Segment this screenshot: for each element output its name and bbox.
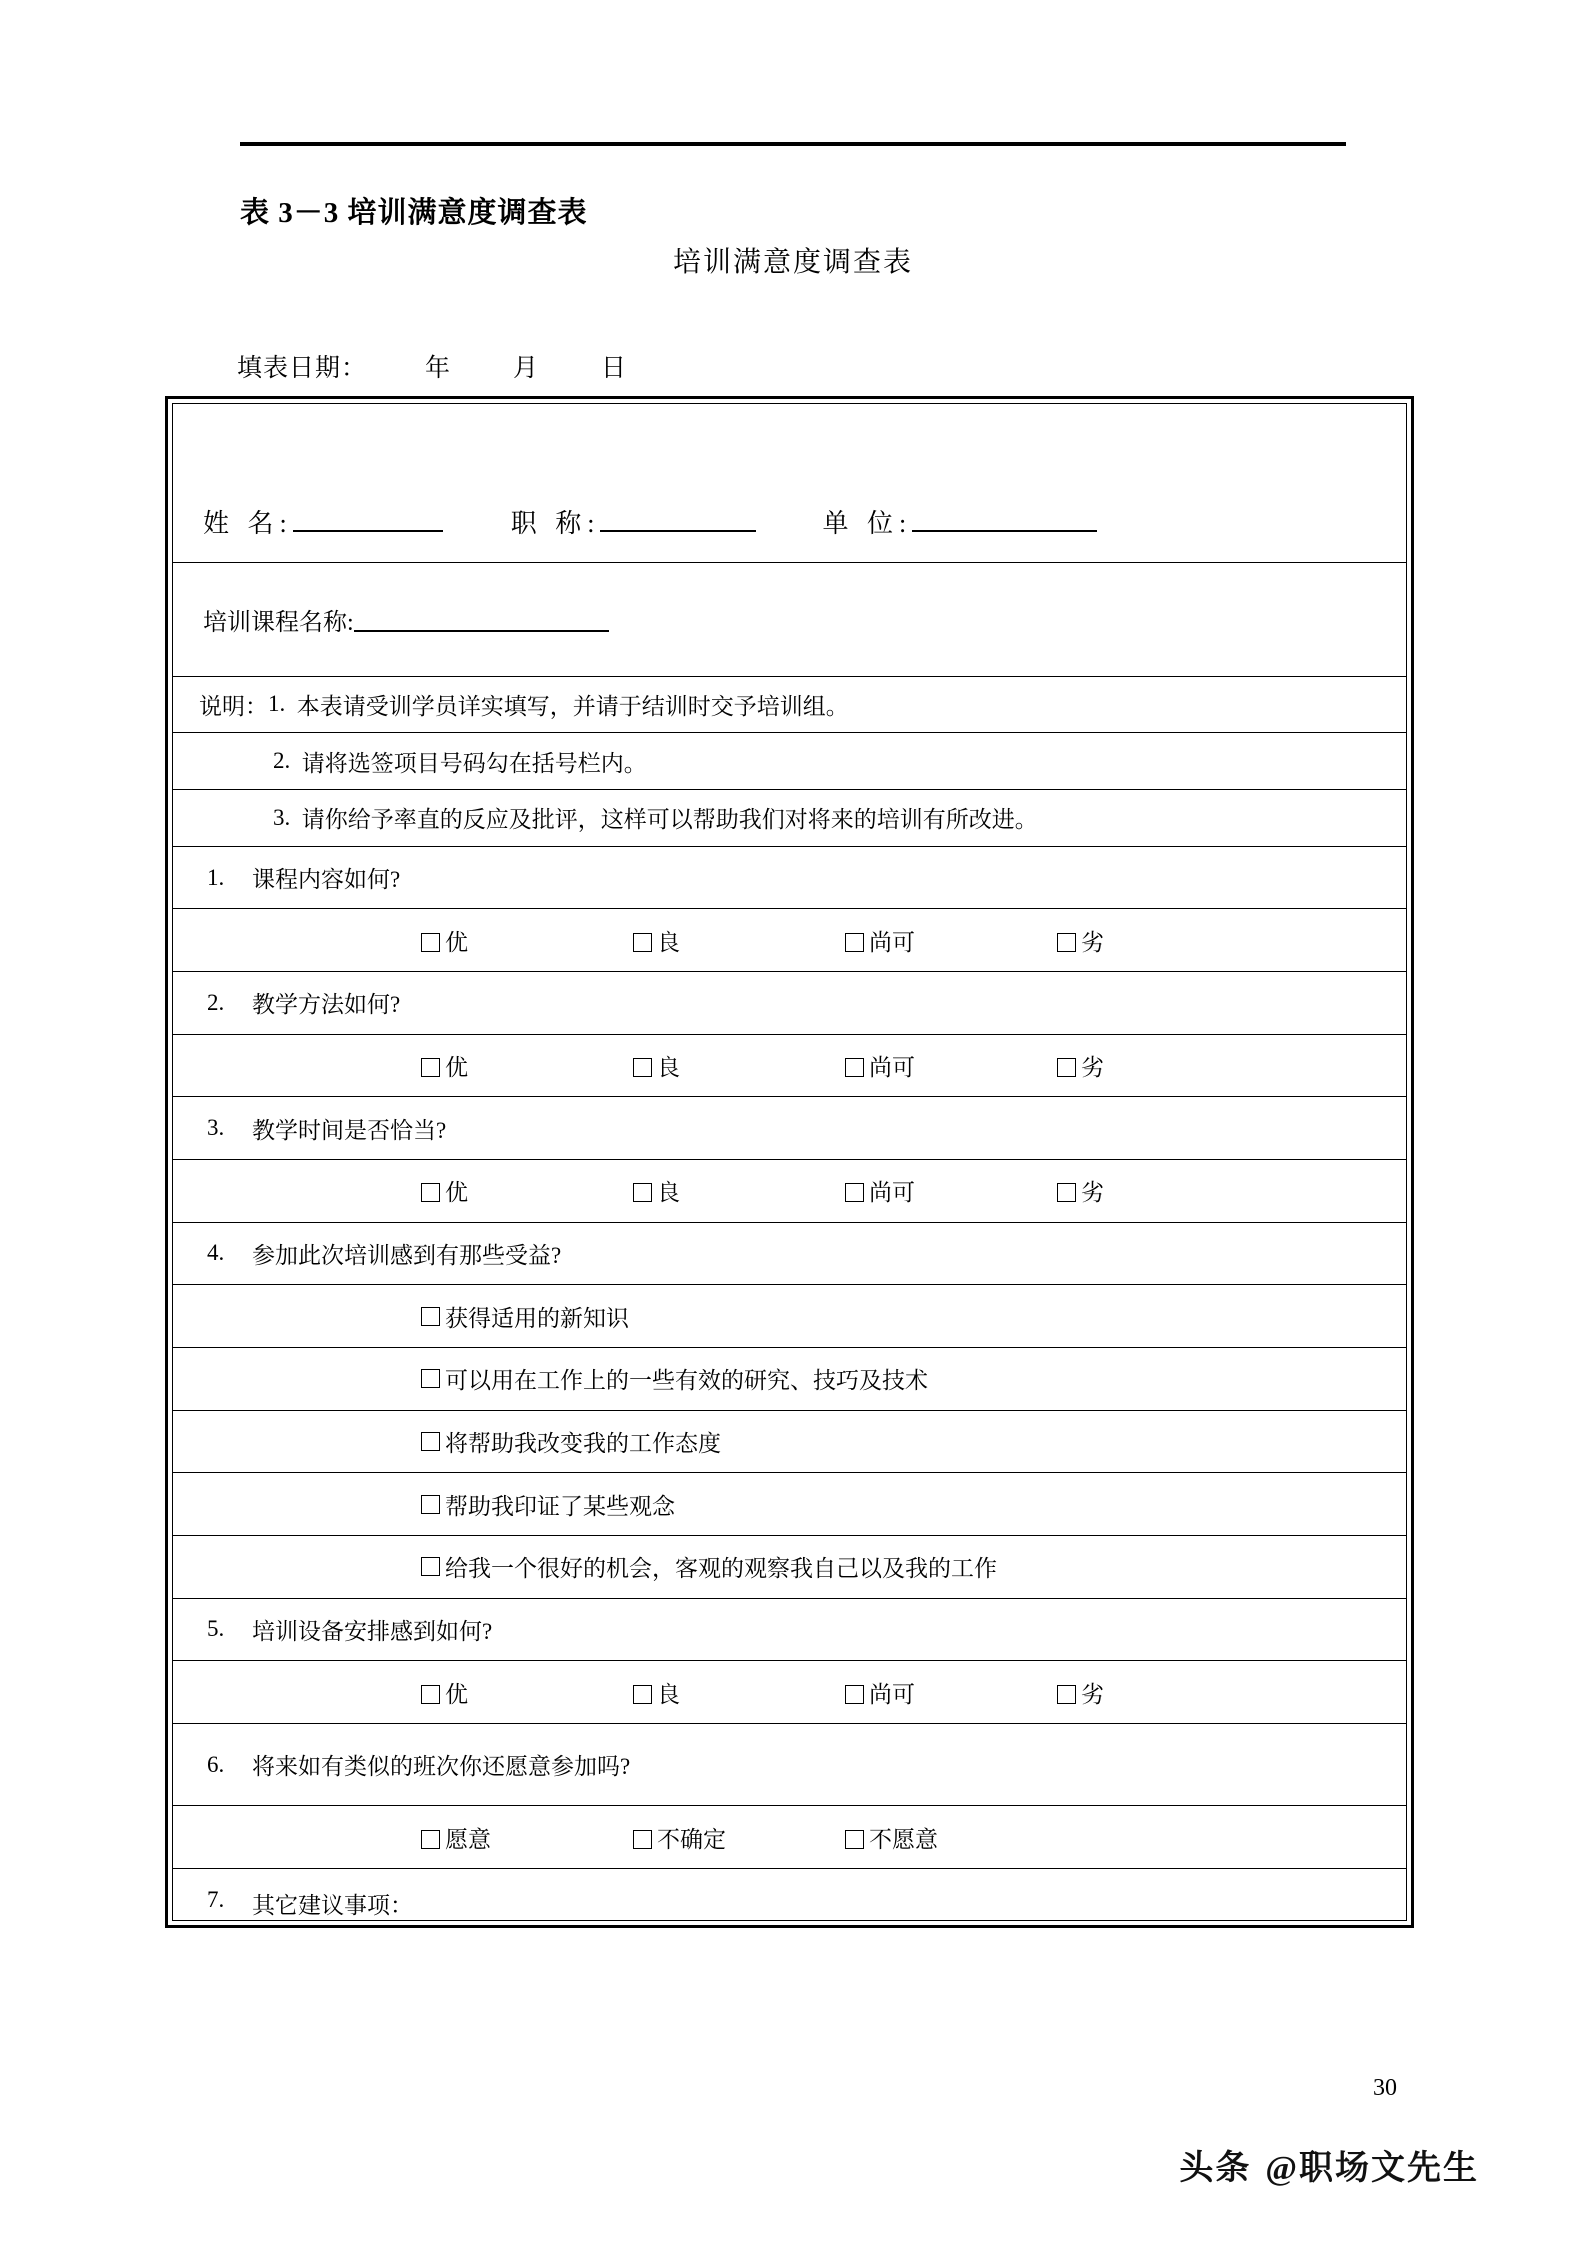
option-excellent[interactable]: [421, 1049, 633, 1082]
name-label: 姓 名:: [203, 509, 293, 539]
option-label: 劣: [1081, 1681, 1104, 1707]
checkbox-icon[interactable]: [845, 1685, 864, 1704]
fill-date-label: 填表日期：: [237, 355, 368, 382]
note-row-1: [173, 677, 1406, 734]
option-label: 优: [445, 1681, 468, 1707]
note-row-2: [173, 733, 1406, 790]
form-title: 培训满意度调查表: [672, 247, 913, 278]
benefit-row-4[interactable]: [173, 1473, 1406, 1536]
option-fair[interactable]: [845, 1174, 1057, 1207]
unit-input-blank[interactable]: [912, 504, 1097, 532]
question-number: 4.: [207, 1240, 225, 1266]
question-row-1: [173, 847, 1406, 910]
note-number: 1.: [268, 691, 286, 717]
checkbox-icon[interactable]: [633, 1685, 652, 1704]
unit-field[interactable]: [822, 503, 1097, 540]
option-excellent[interactable]: [421, 1676, 633, 1709]
benefit-label: 给我一个很好的机会，客观的观察我自己以及我的工作: [445, 1556, 997, 1582]
name-field[interactable]: [203, 503, 443, 540]
option-fair[interactable]: [845, 1676, 1057, 1709]
name-input-blank[interactable]: [293, 504, 443, 532]
option-good[interactable]: [633, 924, 845, 957]
question-row-6: [173, 1724, 1406, 1807]
option-label: 优: [445, 1180, 468, 1206]
option-poor[interactable]: [1057, 1676, 1269, 1709]
course-name-input-blank[interactable]: [354, 606, 609, 632]
option-label: 优: [445, 1054, 468, 1080]
benefit-label: 可以用在工作上的一些有效的研究、技巧及技术: [445, 1368, 928, 1394]
watermark: [1179, 2140, 1479, 2189]
options-row-6: [173, 1806, 1406, 1869]
checkbox-icon[interactable]: [421, 933, 440, 952]
option-label: 尚可: [869, 1180, 915, 1206]
job-title-input-blank[interactable]: [600, 504, 756, 532]
checkbox-icon[interactable]: [1057, 1183, 1076, 1202]
benefit-row-2[interactable]: [173, 1348, 1406, 1411]
option-fair[interactable]: [845, 1049, 1057, 1082]
question-text: 课程内容如何?: [252, 867, 401, 892]
option-label: 良: [657, 1180, 680, 1206]
header-rule: [240, 142, 1346, 146]
question-number: 5.: [207, 1616, 225, 1642]
survey-form: [172, 403, 1407, 1921]
watermark-handle: @职场文先生: [1265, 2150, 1479, 2187]
note-number: 3.: [273, 804, 291, 830]
option-label: 不愿意: [869, 1826, 938, 1852]
option-label: 尚可: [869, 929, 915, 955]
options-row-2: [173, 1035, 1406, 1098]
question-text: 培训设备安排感到如何?: [252, 1618, 493, 1644]
option-label: 良: [657, 929, 680, 955]
question-text: 其它建议事项：: [252, 1893, 413, 1919]
checkbox-icon[interactable]: [633, 1058, 652, 1077]
benefit-row-5[interactable]: [173, 1536, 1406, 1599]
question-row-4: [173, 1223, 1406, 1286]
option-good[interactable]: [633, 1174, 845, 1207]
page-number: 30: [1373, 2075, 1397, 2101]
option-poor[interactable]: [1057, 1049, 1269, 1082]
survey-form-frame: [165, 396, 1414, 1928]
option-fair[interactable]: [845, 924, 1057, 957]
job-title-label: 职 称:: [510, 509, 601, 539]
unit-label: 单 位:: [822, 509, 913, 539]
checkbox-icon[interactable]: [421, 1183, 440, 1202]
checkbox-icon[interactable]: [421, 1495, 440, 1514]
question-row-5: [173, 1599, 1406, 1662]
fill-date-line: [237, 348, 627, 384]
option-willing[interactable]: [421, 1821, 633, 1854]
checkbox-icon[interactable]: [1057, 1685, 1076, 1704]
benefit-label: 获得适用的新知识: [445, 1305, 629, 1331]
checkbox-icon[interactable]: [845, 1830, 864, 1849]
identity-row: [173, 404, 1406, 563]
fill-date-day: 日: [601, 355, 628, 382]
question-text: 教学方法如何?: [252, 992, 401, 1018]
checkbox-icon[interactable]: [421, 1432, 440, 1451]
option-good[interactable]: [633, 1676, 845, 1709]
note-text: 本表请受训学员详实填写，并请于结训时交予培训组。: [296, 693, 849, 719]
fill-date-month: 月: [513, 355, 540, 382]
note-text: 请将选签项目号码勾在括号栏内。: [301, 750, 647, 776]
note-number: 2.: [273, 748, 291, 774]
checkbox-icon[interactable]: [421, 1685, 440, 1704]
option-label: 尚可: [869, 1681, 915, 1707]
checkbox-icon[interactable]: [421, 1369, 440, 1388]
question-row-3: [173, 1097, 1406, 1160]
benefit-row-1[interactable]: [173, 1285, 1406, 1348]
table-caption: 表 3－3 培训满意度调查表: [240, 197, 588, 229]
question-row-7[interactable]: [173, 1869, 1406, 1920]
checkbox-icon[interactable]: [633, 1830, 652, 1849]
checkbox-icon[interactable]: [421, 1557, 440, 1576]
checkbox-icon[interactable]: [845, 1183, 864, 1202]
question-text: 将来如有类似的班次你还愿意参加吗?: [252, 1754, 631, 1780]
checkbox-icon[interactable]: [421, 1307, 440, 1326]
option-good[interactable]: [633, 1049, 845, 1082]
option-excellent[interactable]: [421, 924, 633, 957]
checkbox-icon[interactable]: [1057, 1058, 1076, 1077]
option-label: 劣: [1081, 929, 1104, 955]
question-row-2: [173, 972, 1406, 1035]
option-label: 愿意: [445, 1826, 491, 1852]
course-name-label: 培训课程名称:: [203, 609, 354, 636]
note-prefix: 说明：: [199, 693, 268, 719]
checkbox-icon[interactable]: [421, 1830, 440, 1849]
checkbox-icon[interactable]: [633, 1183, 652, 1202]
benefit-label: 帮助我印证了某些观念: [445, 1493, 675, 1519]
fill-date-year: 年: [425, 355, 452, 382]
question-text: 参加此次培训感到有那些受益?: [252, 1242, 562, 1268]
options-row-1: [173, 909, 1406, 972]
question-number: 6.: [207, 1751, 225, 1777]
options-row-5: [173, 1661, 1406, 1724]
note-row-3: [173, 790, 1406, 847]
option-label: 良: [657, 1054, 680, 1080]
question-number: 2.: [207, 989, 225, 1015]
option-poor[interactable]: [1057, 924, 1269, 957]
checkbox-icon[interactable]: [421, 1058, 440, 1077]
benefit-label: 将帮助我改变我的工作态度: [445, 1430, 721, 1456]
checkbox-icon[interactable]: [633, 933, 652, 952]
option-excellent[interactable]: [421, 1174, 633, 1207]
option-label: 尚可: [869, 1054, 915, 1080]
option-poor[interactable]: [1057, 1174, 1269, 1207]
option-unsure[interactable]: [633, 1821, 845, 1854]
checkbox-icon[interactable]: [845, 933, 864, 952]
option-label: 良: [657, 1681, 680, 1707]
question-number: 3.: [207, 1115, 225, 1141]
options-row-3: [173, 1160, 1406, 1223]
option-label: 优: [445, 929, 468, 955]
question-text: 教学时间是否恰当?: [252, 1117, 447, 1143]
option-label: 劣: [1081, 1054, 1104, 1080]
job-title-field[interactable]: [511, 503, 757, 540]
checkbox-icon[interactable]: [1057, 933, 1076, 952]
course-name-row: [173, 563, 1406, 676]
question-number: 7.: [207, 1887, 225, 1913]
watermark-brand: 头条: [1179, 2150, 1252, 2187]
benefit-row-3[interactable]: [173, 1411, 1406, 1474]
note-text: 请你给予率直的反应及批评，这样可以帮助我们对将来的培训有所改进。: [301, 807, 1038, 833]
checkbox-icon[interactable]: [845, 1058, 864, 1077]
question-number: 1.: [207, 864, 225, 890]
option-unwilling[interactable]: [845, 1821, 1057, 1854]
option-label: 不确定: [657, 1826, 726, 1852]
option-label: 劣: [1081, 1180, 1104, 1206]
